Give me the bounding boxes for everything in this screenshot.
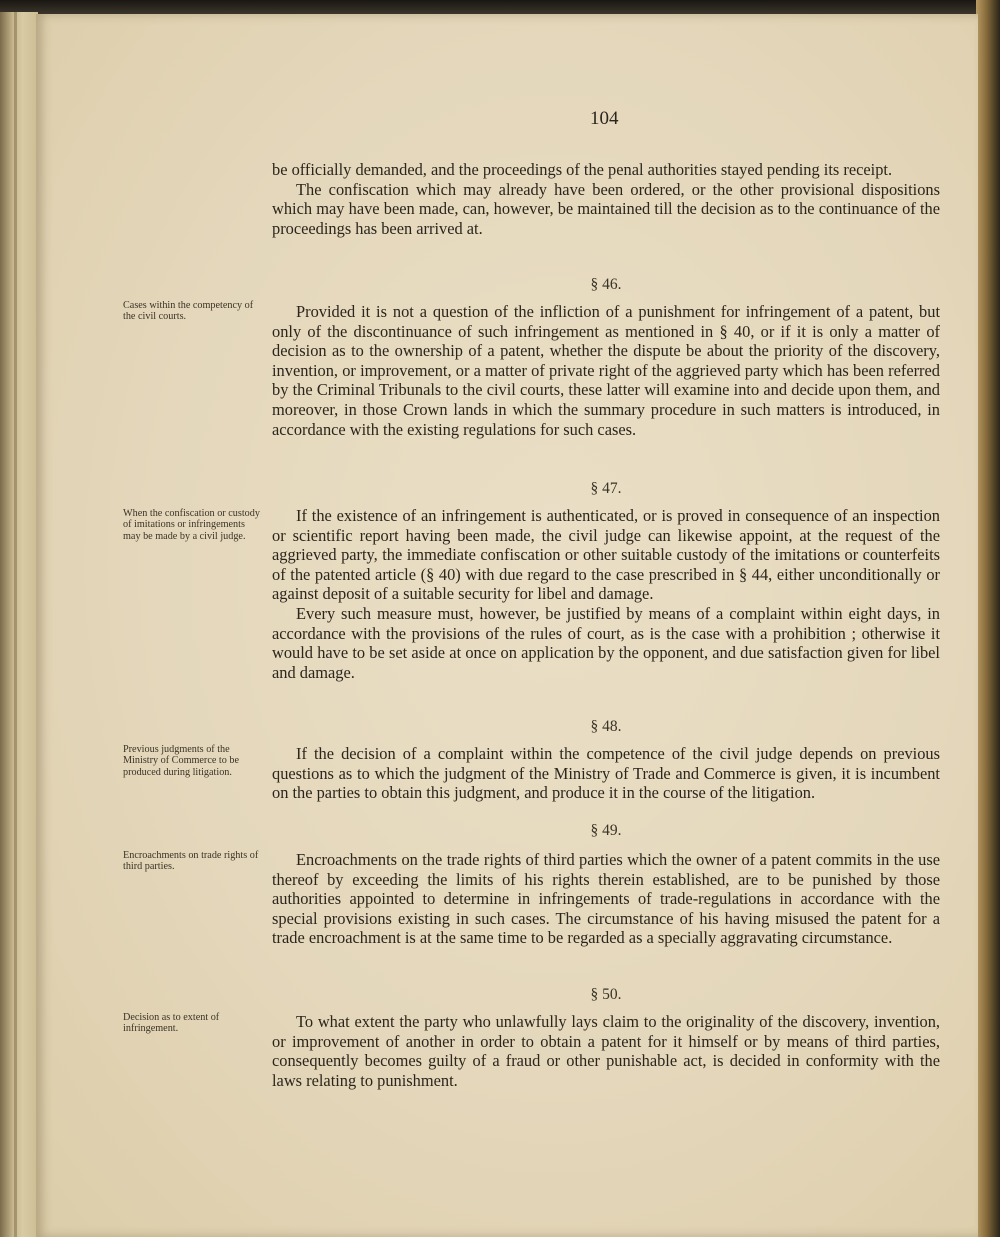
section-heading-49: § 49. [590, 822, 622, 839]
book-gutter [0, 12, 38, 1237]
section-48-text [272, 744, 940, 803]
book-page-edge [976, 0, 1000, 1237]
margin-note-49: Encroachments on trade rights of third parties. [123, 850, 259, 873]
margin-note-48: Previous judgments of the Ministry of Commerce to be produced during litigation. [123, 744, 240, 778]
margin-note-50: Decision as to extent of infringement. [123, 1012, 220, 1035]
margin-note-47: When the confiscation or custody of imitations or infringements may be made by a civil judge. [123, 508, 260, 542]
page-number: 104 [590, 108, 619, 129]
paragraph: Provided it is not a question of the infliction of a punishment for infringement of a patent, but only of the discontinuance of such infringement as mentioned in § 40, or if it is only a matter of decision as to the ownership of a patent, whether the dispute be about the priority of the discovery, invention, or improvement, or a matter of private right of the aggrieved party which has been referred by the Criminal Tribunals to the civil courts, these latter will examine into and decide upon them, and moreover, in those Crown lands in which the summary procedure in such matters is introduced, in accordance with the existing regulations for such cases. [272, 302, 940, 439]
section-heading-50: § 50. [590, 986, 622, 1003]
section-47-text [272, 506, 940, 682]
paragraph: If the decision of a complaint within the competence of the civil judge depends on previous questions as to which the judgment of the Ministry of Trade and Commerce is given, it is incumbent on the parties to obtain this judgment, and produce it in the course of the litigation. [272, 744, 940, 803]
paragraph: To what extent the party who unlawfully lays claim to the originality of the discovery, invention, or improvement of another in order to obtain a patent for it himself or by means of third parties, consequently becomes guilty of a fraud or other punishable act, is decided in conformity with the laws relating to punishment. [272, 1012, 940, 1090]
margin-note-46: Cases within the competency of the civil courts. [123, 300, 254, 323]
section-heading-46: § 46. [590, 276, 622, 293]
continued-paragraph [272, 160, 940, 238]
paragraph: The confiscation which may already have been ordered, or the other provisional dispositions which may have been made, can, however, be maintained till the decision as to the continuance of the proceedings has been arrived at. [272, 179, 940, 238]
paragraph: Encroachments on the trade rights of third parties which the owner of a patent commits in the use thereof by exceeding the limits of his rights therein established, are to be punished by those authorities appointed to determine in infringements of trade-regulations in accordance with the special provisions existing in such cases. The circumstance of his having misused the patent for a trade encroachment is at the same time to be regarded as a specially aggravating circumstance. [272, 850, 940, 948]
section-46-text [272, 302, 940, 439]
paragraph: Every such measure must, however, be justified by means of a complaint within eight days, in accordance with the provisions of the rules of court, as is the case with a prohibition ; otherwise it would have to be set aside at once on application by the opponent, and due satisfaction given for libel and damage. [272, 603, 940, 682]
paragraph: If the existence of an infringement is authenticated, or is proved in consequence of an inspection or scientific report having been made, the civil judge can likewise appoint, at the request of the aggrieved party, the immediate confiscation or other suitable custody of the imitations or counterfeits of the patented article (§ 40) with due regard to the case prescribed in § 44, either unconditionally or against deposit of a suitable security for libel and damage. [272, 506, 940, 604]
section-50-text [272, 1012, 940, 1090]
paragraph: be officially demanded, and the proceedings of the penal authorities stayed pending its receipt. [272, 160, 893, 179]
section-heading-48: § 48. [590, 718, 622, 735]
section-heading-47: § 47. [590, 480, 622, 497]
scan-top-edge [0, 0, 1000, 14]
section-49-text [272, 850, 940, 948]
